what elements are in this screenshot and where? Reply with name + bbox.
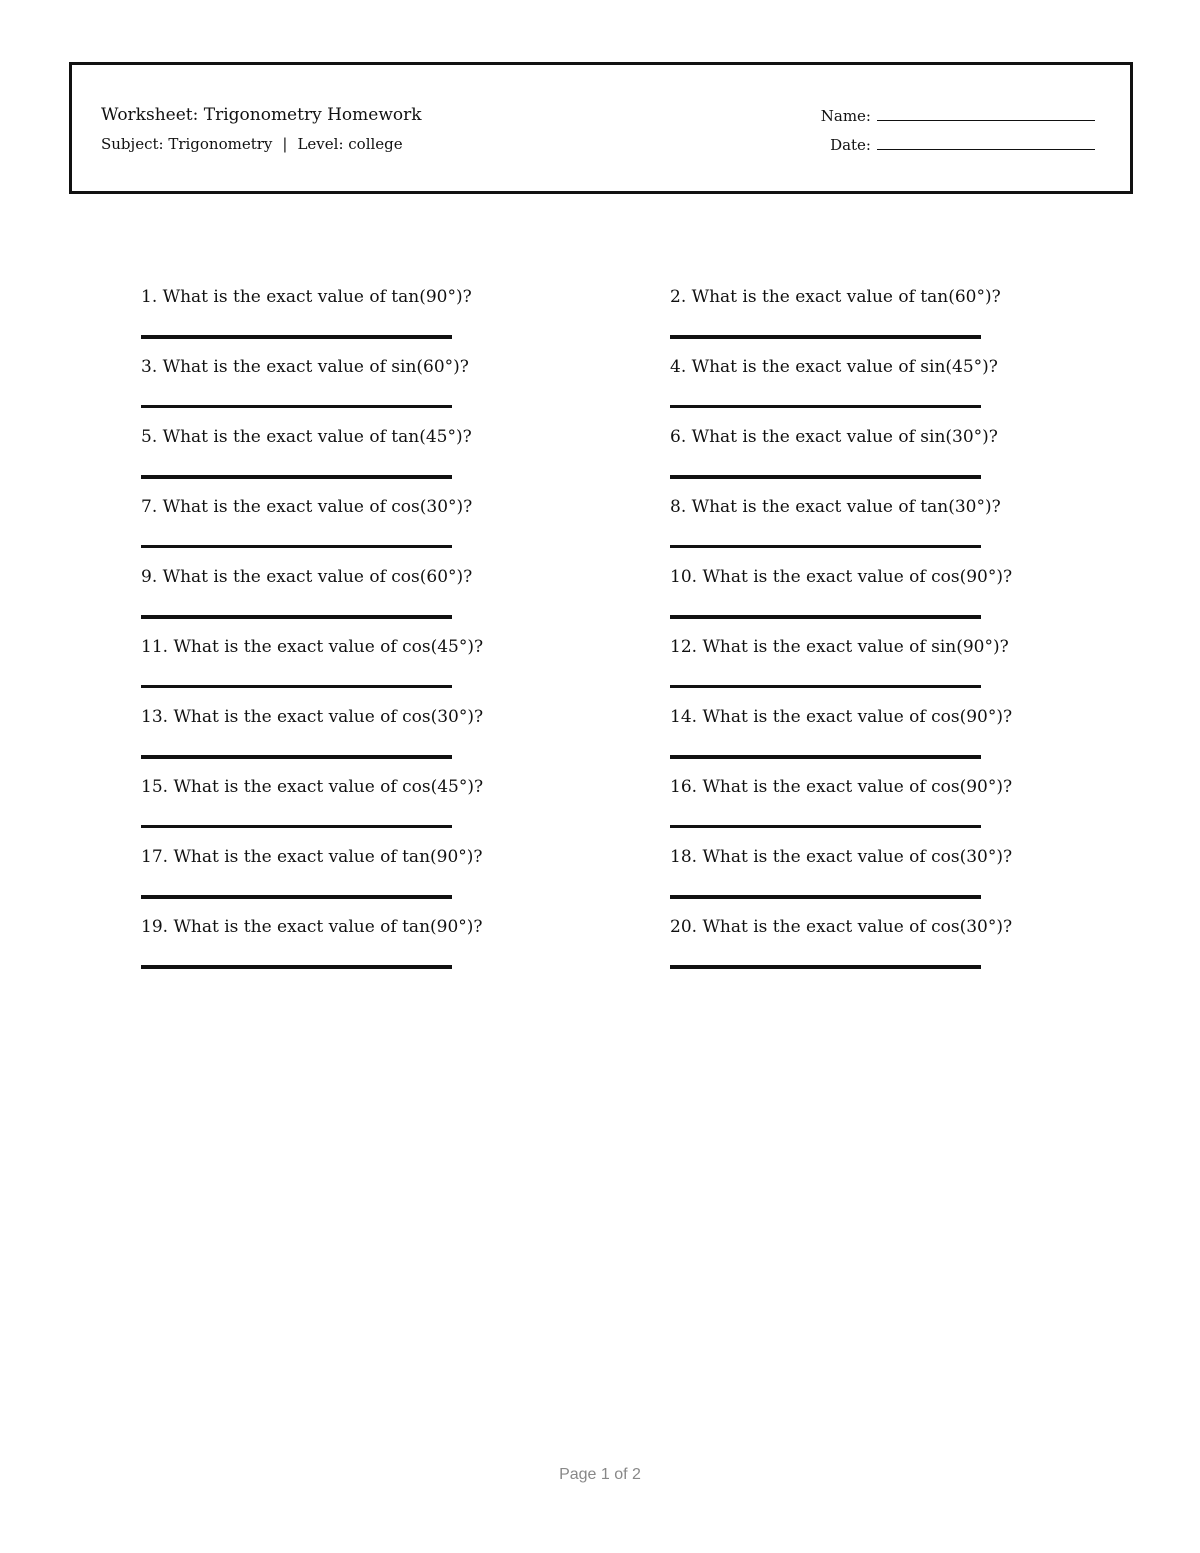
subject-label: Subject: Trigonometry	[101, 135, 273, 153]
answer-line[interactable]	[141, 685, 452, 688]
level-label: Level: college	[297, 135, 403, 153]
question-item	[141, 776, 541, 798]
question-item	[141, 706, 541, 728]
question-item	[141, 916, 541, 938]
answer-line[interactable]	[670, 685, 981, 688]
question-text: 15. What is the exact value of cos(45°)?	[141, 777, 484, 797]
answer-line[interactable]	[141, 895, 452, 899]
question-item	[670, 426, 1070, 448]
separator: |	[282, 135, 288, 153]
question-text: 2. What is the exact value of tan(60°)?	[670, 287, 1001, 307]
question-item	[141, 496, 541, 518]
question-text: 20. What is the exact value of cos(30°)?	[670, 917, 1013, 937]
question-item	[670, 356, 1070, 378]
question-text: 12. What is the exact value of sin(90°)?	[670, 637, 1009, 657]
question-item	[141, 636, 541, 658]
question-text: 8. What is the exact value of tan(30°)?	[670, 497, 1001, 517]
question-text: 17. What is the exact value of tan(90°)?	[141, 847, 483, 867]
worksheet-header	[69, 62, 1133, 194]
question-item	[141, 426, 541, 448]
question-text: 3. What is the exact value of sin(60°)?	[141, 357, 469, 377]
answer-line[interactable]	[670, 825, 981, 828]
question-item	[670, 916, 1070, 938]
date-blank[interactable]	[877, 137, 1095, 150]
question-text: 5. What is the exact value of tan(45°)?	[141, 427, 472, 447]
question-item	[670, 636, 1070, 658]
answer-line[interactable]	[670, 615, 981, 619]
answer-line[interactable]	[670, 755, 981, 759]
question-item	[141, 286, 541, 308]
question-text: 9. What is the exact value of cos(60°)?	[141, 567, 473, 587]
question-text: 11. What is the exact value of cos(45°)?	[141, 637, 484, 657]
answer-line[interactable]	[141, 825, 452, 828]
date-label: Date:	[830, 136, 871, 154]
question-item	[670, 706, 1070, 728]
answer-line[interactable]	[670, 335, 981, 339]
worksheet-title: Worksheet: Trigonometry Homework	[101, 105, 422, 125]
question-item	[670, 496, 1070, 518]
question-text: 1. What is the exact value of tan(90°)?	[141, 287, 472, 307]
answer-line[interactable]	[670, 965, 981, 969]
answer-line[interactable]	[141, 335, 452, 339]
answer-line[interactable]	[670, 545, 981, 548]
question-text: 13. What is the exact value of cos(30°)?	[141, 707, 484, 727]
question-item	[141, 356, 541, 378]
question-text: 4. What is the exact value of sin(45°)?	[670, 357, 998, 377]
question-text: 19. What is the exact value of tan(90°)?	[141, 917, 483, 937]
question-item	[670, 776, 1070, 798]
answer-line[interactable]	[670, 405, 981, 408]
name-field[interactable]	[821, 106, 1095, 126]
answer-line[interactable]	[670, 895, 981, 899]
answer-line[interactable]	[141, 965, 452, 969]
question-text: 6. What is the exact value of sin(30°)?	[670, 427, 998, 447]
date-field[interactable]	[830, 135, 1095, 155]
question-text: 10. What is the exact value of cos(90°)?	[670, 567, 1013, 587]
answer-line[interactable]	[141, 615, 452, 619]
worksheet-subtitle	[101, 134, 403, 154]
answer-line[interactable]	[141, 405, 452, 408]
question-text: 18. What is the exact value of cos(30°)?	[670, 847, 1013, 867]
answer-line[interactable]	[670, 475, 981, 479]
question-text: 14. What is the exact value of cos(90°)?	[670, 707, 1013, 727]
question-item	[141, 566, 541, 588]
answer-line[interactable]	[141, 475, 452, 479]
answer-line[interactable]	[141, 545, 452, 548]
page-number: Page 1 of 2	[559, 1466, 641, 1483]
question-item	[670, 566, 1070, 588]
name-blank[interactable]	[877, 108, 1095, 121]
name-label: Name:	[820, 107, 871, 125]
question-text: 16. What is the exact value of cos(90°)?	[670, 777, 1013, 797]
question-item	[670, 846, 1070, 868]
question-text: 7. What is the exact value of cos(30°)?	[141, 497, 473, 517]
question-item	[141, 846, 541, 868]
answer-line[interactable]	[141, 755, 452, 759]
question-item	[670, 286, 1070, 308]
